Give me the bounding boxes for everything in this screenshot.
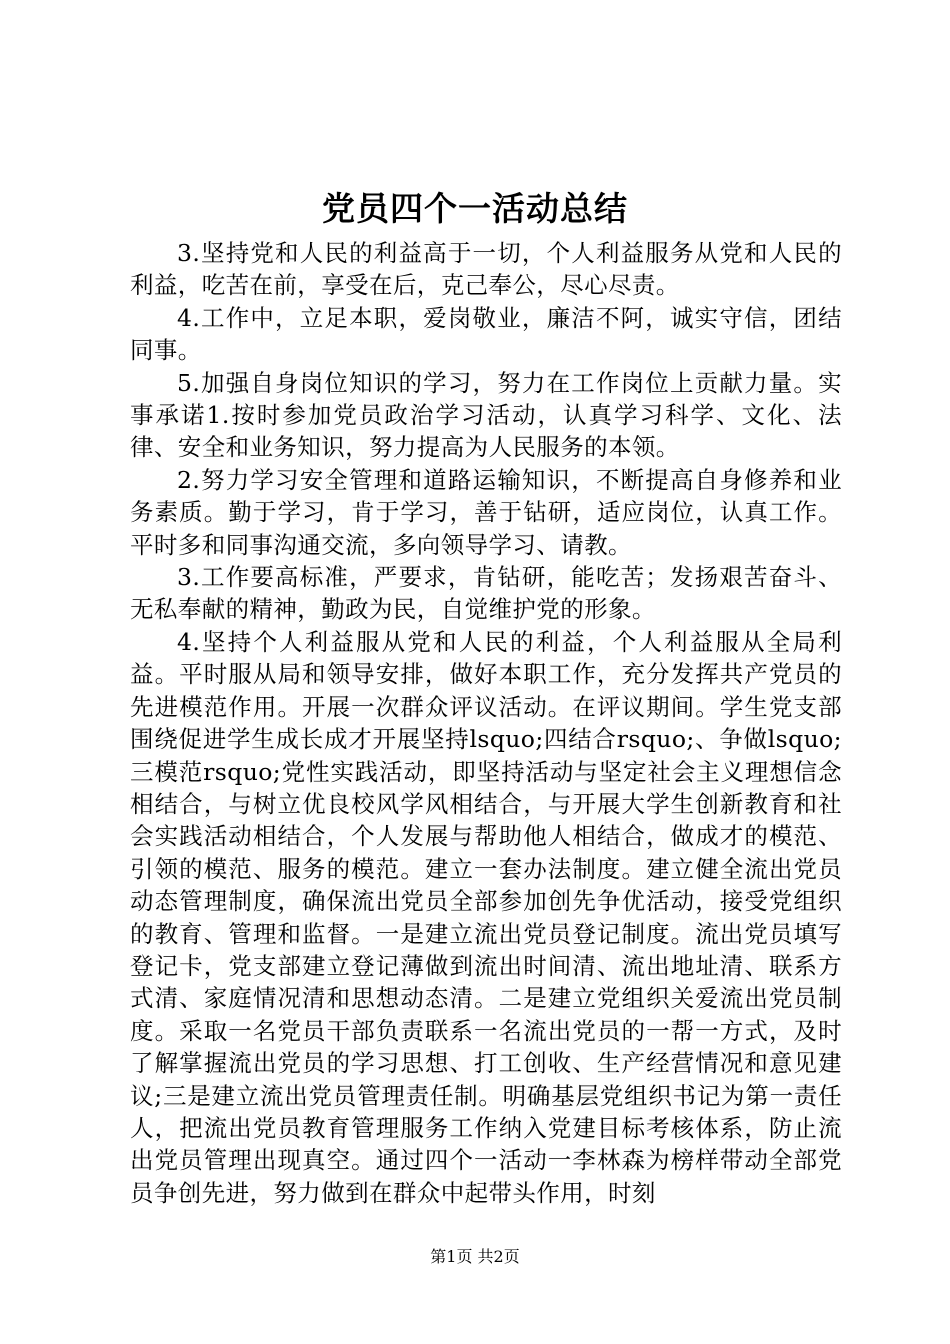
document-body xyxy=(130,237,842,1209)
paragraph-commitment-4: 4.坚持个人利益服从党和人民的利益，个人利益服从全局利益。平时服从局和领导安排，做好本职工作，充分发挥共产党员的先进模范作用。开展一次群众评议活动。在评议期间。学生党支部围绕促进学生成长成才开展坚持lsquo;四结合rsquo;、争做lsquo;三模范rsquo;党性实践活动，即坚持活动与坚定社会主义理想信念相结合，与树立优良校风学风相结合，与开展大学生创新教育和社会实践活动相结合，个人发展与帮助他人相结合，做成才的模范、引领的模范、服务的模范。建立一套办法制度。建立健全流出党员动态管理制度，确保流出党员全部参加创先争优活动，接受党组织的教育、管理和监督。一是建立流出党员登记制度。流出党员填写登记卡，党支部建立登记薄做到流出时间清、流出地址清、联系方式清、家庭情况清和思想动态清。二是建立党组织关爱流出党员制度。采取一名党员干部负责联系一名流出党员的一帮一方式，及时了解掌握流出党员的学习思想、打工创收、生产经营情况和意见建议;三是建立流出党员管理责任制。明确基层党组织书记为第一责任人，把流出党员教育管理服务工作纳入党建目标考核体系，防止流出党员管理出现真空。通过四个一活动一李林森为榜样带动全部党员争创先进，努力做到在群众中起带头作用，时刻 xyxy=(130,627,842,1207)
paragraph-item-4: 4.工作中，立足本职，爱岗敬业，廉洁不阿，诚实守信，团结同事。 xyxy=(130,303,842,365)
paragraph-commitment-3: 3.工作要高标准，严要求，肯钻研，能吃苦；发扬艰苦奋斗、无私奉献的精神，勤政为民，自觉维护党的形象。 xyxy=(130,563,842,624)
document-title: 党员四个一活动总结 xyxy=(322,189,628,228)
paragraph-item-3: 3.坚持党和人民的利益高于一切，个人利益服务从党和人民的利益，吃苦在前，享受在后，克己奉公，尽心尽责。 xyxy=(130,239,842,300)
page-number-footer: 第1页 共2页 xyxy=(430,1247,520,1266)
paragraph-item-5: 5.加强自身岗位知识的学习，努力在工作岗位上贡献力量。实事承诺1.按时参加党员政治学习活动，认真学习科学、文化、法律、安全和业务知识，努力提高为人民服务的本领。 xyxy=(130,368,842,462)
paragraph-commitment-2: 2.努力学习安全管理和道路运输知识，不断提高自身修养和业务素质。勤于学习，肯于学习，善于钻研，适应岗位，认真工作。平时多和同事沟通交流，多向领导学习、请教。 xyxy=(130,465,842,559)
